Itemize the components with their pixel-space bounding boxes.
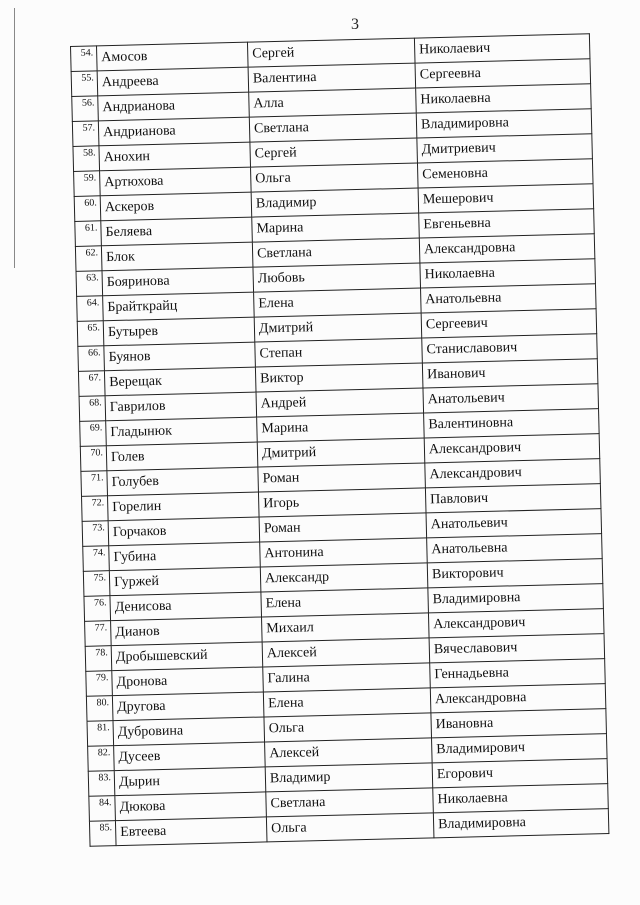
first-name-cell: Антонина bbox=[260, 538, 428, 567]
row-number: 84. bbox=[89, 796, 116, 822]
first-name-cell: Светлана bbox=[249, 113, 417, 142]
last-name-cell: Дианов bbox=[111, 617, 263, 646]
last-name-cell: Дырин bbox=[114, 767, 266, 796]
row-number: 66. bbox=[78, 346, 105, 372]
row-number: 79. bbox=[86, 671, 113, 697]
row-number: 56. bbox=[72, 96, 99, 122]
first-name-cell: Алексей bbox=[262, 638, 430, 667]
first-name-cell: Ольга bbox=[251, 163, 419, 192]
row-number: 60. bbox=[74, 196, 101, 222]
last-name-cell: Горелин bbox=[107, 492, 259, 521]
patronymic-cell: Анатольевна bbox=[427, 534, 603, 563]
row-number: 74. bbox=[83, 546, 110, 572]
first-name-cell: Виктор bbox=[255, 363, 423, 392]
last-name-cell: Артюхова bbox=[100, 167, 252, 196]
last-name-cell: Гаврилов bbox=[105, 392, 257, 421]
last-name-cell: Гуржей bbox=[109, 567, 261, 596]
last-name-cell: Горчаков bbox=[108, 517, 260, 546]
first-name-cell: Владимир bbox=[251, 188, 419, 217]
patronymic-cell: Александрович bbox=[428, 609, 604, 638]
patronymic-cell: Владимирович bbox=[432, 734, 608, 763]
last-name-cell: Аскеров bbox=[100, 192, 252, 221]
row-number: 70. bbox=[80, 446, 107, 472]
row-number: 73. bbox=[82, 521, 109, 547]
last-name-cell: Гладынюк bbox=[106, 417, 258, 446]
last-name-cell: Блок bbox=[101, 242, 253, 271]
last-name-cell: Анохин bbox=[99, 142, 251, 171]
patronymic-cell: Дмитриевич bbox=[417, 134, 593, 163]
row-number: 55. bbox=[71, 71, 98, 97]
first-name-cell: Марина bbox=[252, 213, 420, 242]
first-name-cell: Игорь bbox=[258, 488, 426, 517]
patronymic-cell: Мешерович bbox=[418, 184, 594, 213]
row-number: 76. bbox=[84, 596, 111, 622]
last-name-cell: Евтеева bbox=[115, 817, 267, 846]
first-name-cell: Алексей bbox=[265, 738, 433, 767]
patronymic-cell: Александровна bbox=[419, 234, 595, 263]
patronymic-cell: Евгеньевна bbox=[419, 209, 595, 238]
row-number: 83. bbox=[88, 771, 115, 797]
row-number: 68. bbox=[79, 396, 106, 422]
patronymic-cell: Викторович bbox=[427, 559, 603, 588]
row-number: 61. bbox=[75, 221, 102, 247]
row-number: 78. bbox=[85, 646, 112, 672]
patronymic-cell: Ивановна bbox=[431, 709, 607, 738]
patronymic-cell: Анатольевич bbox=[426, 509, 602, 538]
last-name-cell: Андрианова bbox=[98, 117, 250, 146]
patronymic-cell: Семеновна bbox=[417, 159, 593, 188]
patronymic-cell: Анатольевна bbox=[421, 284, 597, 313]
table-body bbox=[71, 34, 609, 846]
patronymic-cell: Иванович bbox=[422, 359, 598, 388]
last-name-cell: Андрианова bbox=[98, 92, 250, 121]
patronymic-cell: Егорович bbox=[432, 759, 608, 788]
patronymic-cell: Вячеславович bbox=[429, 634, 605, 663]
row-number: 64. bbox=[77, 296, 104, 322]
last-name-cell: Денисова bbox=[110, 592, 262, 621]
row-number: 62. bbox=[75, 246, 102, 272]
patronymic-cell: Павлович bbox=[425, 484, 601, 513]
last-name-cell: Бутырев bbox=[103, 317, 255, 346]
name-list-table-wrapper bbox=[70, 33, 609, 846]
row-number: 57. bbox=[72, 121, 99, 147]
last-name-cell: Бояринова bbox=[102, 267, 254, 296]
row-number: 72. bbox=[82, 496, 109, 522]
patronymic-cell: Николаевна bbox=[420, 259, 596, 288]
first-name-cell: Алла bbox=[249, 88, 417, 117]
first-name-cell: Дмитрий bbox=[257, 438, 425, 467]
page-number: 3 bbox=[351, 16, 359, 33]
patronymic-cell: Николаевич bbox=[414, 34, 590, 63]
patronymic-cell: Владимировна bbox=[433, 809, 609, 838]
last-name-cell: Амосов bbox=[97, 42, 249, 71]
last-name-cell: Верещак bbox=[104, 367, 256, 396]
row-number: 80. bbox=[86, 696, 113, 722]
row-number: 77. bbox=[85, 621, 112, 647]
patronymic-cell: Анатольевич bbox=[423, 384, 599, 413]
last-name-cell: Дусеев bbox=[114, 742, 266, 771]
last-name-cell: Дронова bbox=[112, 667, 264, 696]
last-name-cell: Буянов bbox=[104, 342, 256, 371]
last-name-cell: Другова bbox=[112, 692, 264, 721]
first-name-cell: Валентина bbox=[248, 63, 416, 92]
first-name-cell: Елена bbox=[261, 588, 429, 617]
row-number: 58. bbox=[73, 146, 100, 172]
row-number: 67. bbox=[78, 371, 105, 397]
patronymic-cell: Станиславович bbox=[422, 334, 598, 363]
patronymic-cell: Валентиновна bbox=[424, 409, 600, 438]
patronymic-cell: Сергеевна bbox=[415, 59, 591, 88]
last-name-cell: Дробышевский bbox=[111, 642, 263, 671]
patronymic-cell: Николаевна bbox=[433, 784, 609, 813]
first-name-cell: Роман bbox=[259, 513, 427, 542]
last-name-cell: Брайткрайц bbox=[103, 292, 255, 321]
first-name-cell: Владимир bbox=[265, 763, 433, 792]
last-name-cell: Дубровина bbox=[113, 717, 265, 746]
first-name-cell: Марина bbox=[257, 413, 425, 442]
first-name-cell: Андрей bbox=[256, 388, 424, 417]
first-name-cell: Любовь bbox=[253, 263, 421, 292]
last-name-cell: Андреева bbox=[97, 67, 249, 96]
row-number: 65. bbox=[77, 321, 104, 347]
row-number: 54. bbox=[71, 46, 98, 72]
patronymic-cell: Николаевна bbox=[416, 84, 592, 113]
row-number: 85. bbox=[89, 821, 116, 847]
last-name-cell: Дюкова bbox=[115, 792, 267, 821]
row-number: 82. bbox=[88, 746, 115, 772]
row-number: 81. bbox=[87, 721, 114, 747]
row-number: 59. bbox=[74, 171, 101, 197]
patronymic-cell: Александрович bbox=[424, 434, 600, 463]
row-number: 71. bbox=[81, 471, 108, 497]
patronymic-cell: Владимировна bbox=[416, 109, 592, 138]
first-name-cell: Ольга bbox=[264, 713, 432, 742]
first-name-cell: Елена bbox=[263, 688, 431, 717]
first-name-cell: Дмитрий bbox=[254, 313, 422, 342]
first-name-cell: Светлана bbox=[266, 788, 434, 817]
last-name-cell: Беляева bbox=[101, 217, 253, 246]
last-name-cell: Голубев bbox=[107, 467, 259, 496]
patronymic-cell: Александрович bbox=[425, 459, 601, 488]
first-name-cell: Светлана bbox=[252, 238, 420, 267]
patronymic-cell: Сергеевич bbox=[421, 309, 597, 338]
first-name-cell: Ольга bbox=[266, 813, 434, 842]
row-number: 69. bbox=[80, 421, 107, 447]
first-name-cell: Елена bbox=[254, 288, 422, 317]
first-name-cell: Михаил bbox=[262, 613, 430, 642]
last-name-cell: Губина bbox=[109, 542, 261, 571]
patronymic-cell: Геннадьевна bbox=[430, 659, 606, 688]
name-list-table bbox=[70, 33, 609, 846]
row-number: 63. bbox=[76, 271, 103, 297]
patronymic-cell: Александровна bbox=[430, 684, 606, 713]
first-name-cell: Сергей bbox=[250, 138, 418, 167]
scan-edge-line bbox=[14, 8, 15, 268]
first-name-cell: Александр bbox=[260, 563, 428, 592]
first-name-cell: Сергей bbox=[247, 38, 415, 67]
patronymic-cell: Владимировна bbox=[428, 584, 604, 613]
row-number: 75. bbox=[83, 571, 110, 597]
first-name-cell: Роман bbox=[258, 463, 426, 492]
last-name-cell: Голев bbox=[106, 442, 258, 471]
first-name-cell: Степан bbox=[255, 338, 423, 367]
first-name-cell: Галина bbox=[263, 663, 431, 692]
